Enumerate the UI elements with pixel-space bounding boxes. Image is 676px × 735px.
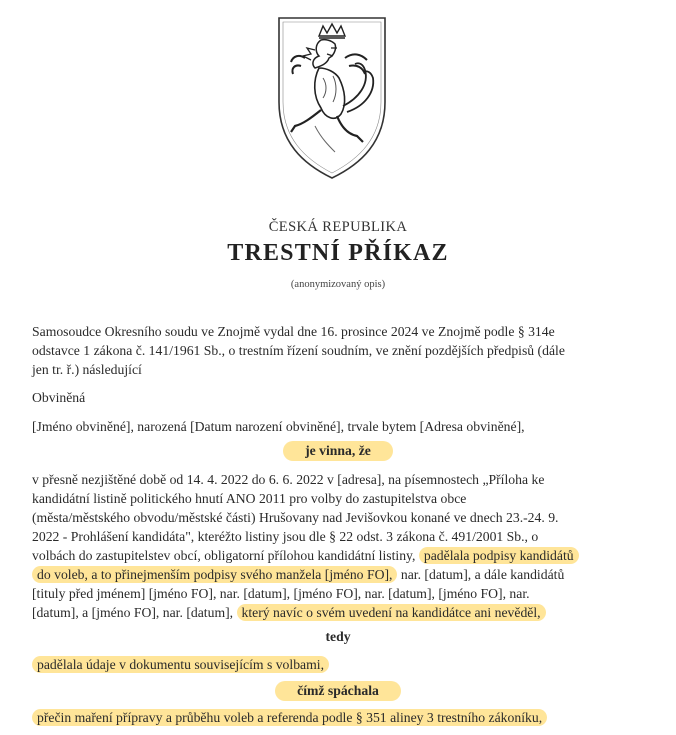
tedy-heading: tedy [325, 629, 351, 644]
facts-line-5-text: volbách do zastupitelstev obcí, obligatorní přílohou kandidátní listiny, [32, 548, 416, 563]
facts-line-3: (města/městského obvodu/městské části) Hrušovany nad Jevišovkou konané ve dnech 23.-24. 9. [32, 510, 559, 525]
facts-line-5 [32, 546, 579, 565]
verdict-heading [0, 441, 676, 461]
facts-line-4: 2022 - Prohlášení kandidáta", kteréžto listiny jsou dle § 22 odst. 3 zákona č. 491/2001 Sb., o [32, 529, 539, 544]
accused-label: Obviněná [32, 390, 86, 405]
facts-line-6 [32, 565, 564, 584]
intro-line-1: Samosoudce Okresního soudu ve Znojmě vydal dne 16. prosince 2024 ve Znojmě podle § 314e [32, 324, 555, 339]
crime-line [32, 708, 547, 727]
coat-of-arms-emblem [275, 14, 389, 182]
forgery-line [32, 655, 329, 674]
cimz-heading [0, 681, 676, 701]
facts-line-7: [tituly před jménem] [jméno FO], nar. [datum], [jméno FO], nar. [datum], [jméno FO], nar. [32, 586, 530, 601]
facts-line-8-highlight: který navíc o svém uvedení na kandidátce ani nevěděl, [237, 604, 546, 621]
document-subtitle: (anonymizovaný opis) [290, 279, 386, 290]
intro-line-3: jen tr. ř.) následující [32, 362, 142, 377]
crime-highlight: přečin maření přípravy a průběhu voleb a referenda podle § 351 aliney 3 trestního zákoníku, [32, 709, 547, 726]
accused-details: [Jméno obviněné], narozená [Datum narození obviněné], trvale bytem [Adresa obviněné], [32, 419, 525, 434]
facts-line-5-highlight: padělala podpisy kandidátů [419, 547, 579, 564]
country-name: ČESKÁ REPUBLIKA [268, 219, 408, 235]
intro-line-2: odstavce 1 zákona č. 141/1961 Sb., o trestním řízení soudním, ve znění pozdějších předpisů (dále [32, 343, 565, 358]
facts-line-8 [32, 603, 546, 622]
forgery-highlight: padělala údaje v dokumentu souvisejícím s volbami, [32, 656, 329, 673]
facts-line-2: kandidátní listině politického hnutí ANO 2011 pro volby do zastupitelstva obce [32, 491, 467, 506]
facts-line-6-text: nar. [datum], a dále kandidátů [400, 567, 565, 582]
verdict-text: je vinna, že [283, 441, 393, 461]
cimz-text: čímž spáchala [275, 681, 401, 701]
facts-line-1: v přesně nezjištěné době od 14. 4. 2022 do 6. 6. 2022 v [adresa], na písemnostech „Příloha ke [32, 472, 545, 487]
document-title: TRESTNÍ PŘÍKAZ [227, 240, 449, 266]
facts-line-8-text: [datum], a [jméno FO], nar. [datum], [32, 605, 234, 620]
facts-line-6-highlight: do voleb, a to přinejmenším podpisy svého manžela [jméno FO], [32, 566, 397, 583]
